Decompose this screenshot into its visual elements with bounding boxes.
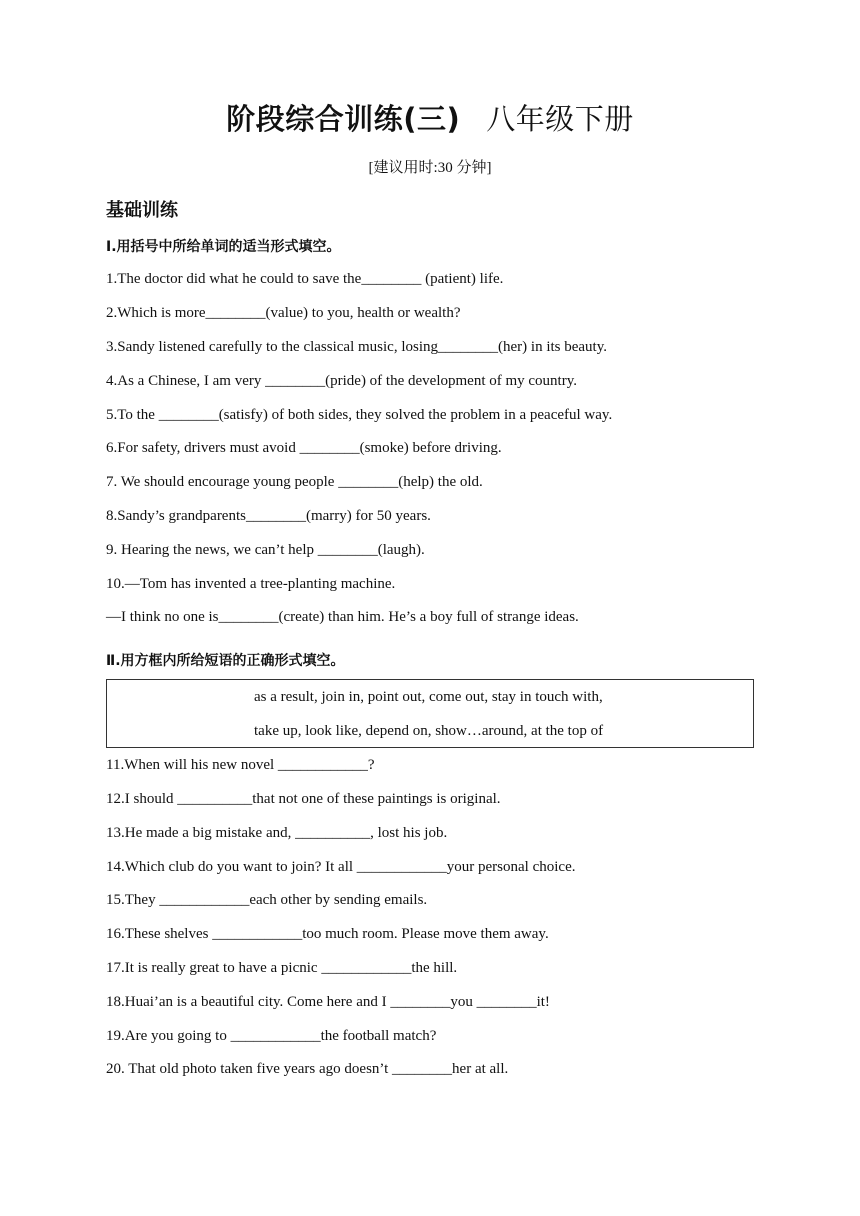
question-6: 6.For safety, drivers must avoid ________(smoke) before driving. — [106, 440, 502, 456]
question-7: 7. We should encourage young people ________(help) the old. — [106, 474, 483, 490]
question-4: 4.As a Chinese, I am very ________(pride) of the development of my country. — [106, 373, 577, 389]
title-main: 阶段综合训练(三) — [226, 102, 461, 136]
question-13: 13.He made a big mistake and, __________, lost his job. — [106, 825, 448, 841]
question-15: 15.They ____________each other by sending emails. — [106, 892, 428, 908]
phrase-box — [106, 679, 754, 748]
section-title: 基础训练 — [106, 200, 178, 221]
question-19: 19.Are you going to ____________the football match? — [106, 1028, 437, 1044]
question-11: 11.When will his new novel ____________? — [106, 757, 375, 773]
question-12: 12.I should __________that not one of these paintings is original. — [106, 791, 501, 807]
phrase-box-line-1: as a result, join in, point out, come out, stay in touch with, — [254, 689, 603, 705]
phrase-box-line-2: take up, look like, depend on, show…around, at the top of — [254, 723, 604, 739]
question-9: 9. Hearing the news, we can’t help ________(laugh). — [106, 542, 425, 558]
question-18: 18.Huai’an is a beautiful city. Come here and I ________you ________it! — [106, 994, 550, 1010]
question-14: 14.Which club do you want to join? It all ____________your personal choice. — [106, 859, 576, 875]
part2-title: Ⅱ.用方框内所给短语的正确形式填空。 — [106, 653, 345, 669]
part1-title: Ⅰ.用括号中所给单词的适当形式填空。 — [106, 239, 341, 255]
question-1: 1.The doctor did what he could to save the________ (patient) life. — [106, 271, 504, 287]
question-3: 3.Sandy listened carefully to the classical music, losing________(her) in its beauty. — [106, 339, 607, 355]
question-2: 2.Which is more________(value) to you, health or wealth? — [106, 305, 461, 321]
question-10: 10.—Tom has invented a tree-planting machine. — [106, 576, 396, 592]
suggested-time: [建议用时:30 分钟] — [368, 160, 492, 176]
page-title — [0, 97, 860, 138]
question-10-reply: —I think no one is________(create) than him. He’s a boy full of strange ideas. — [106, 609, 579, 625]
question-16: 16.These shelves ____________too much room. Please move them away. — [106, 926, 549, 942]
question-8: 8.Sandy’s grandparents________(marry) for 50 years. — [106, 508, 431, 524]
question-17: 17.It is really great to have a picnic ____________the hill. — [106, 960, 458, 976]
question-20: 20. That old photo taken five years ago doesn’t ________her at all. — [106, 1061, 509, 1077]
question-5: 5.To the ________(satisfy) of both sides, they solved the problem in a peaceful way. — [106, 407, 613, 423]
title-grade: 八年级下册 — [486, 102, 634, 136]
